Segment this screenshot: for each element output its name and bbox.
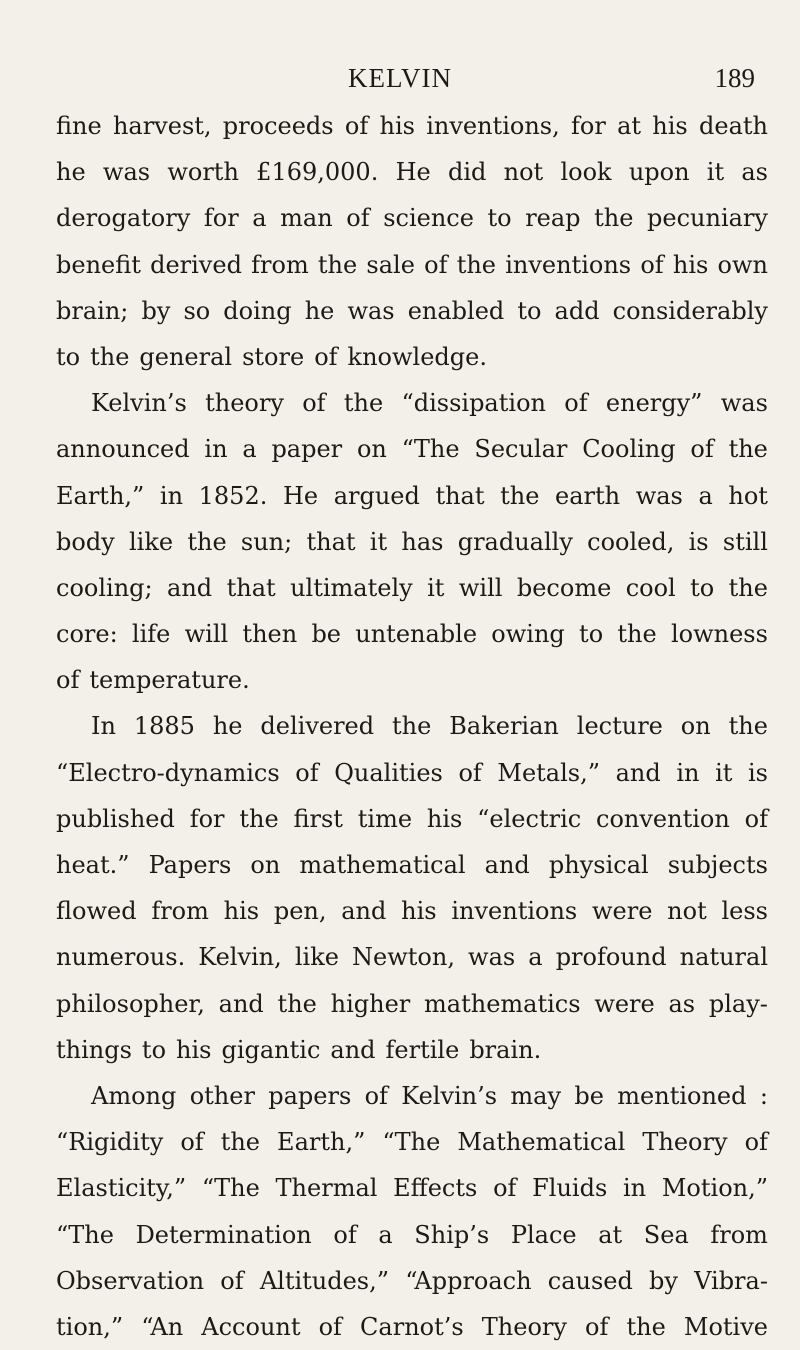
text-line: tion,” “An Account of Carnot’s Theory of the Motive	[56, 1312, 768, 1341]
text-line: In 1885 he delivered the Bakerian lecture on the	[91, 712, 768, 741]
text-line: flowed from his pen, and his inventions were not less	[56, 897, 768, 926]
paragraph	[56, 103, 768, 380]
text-line: of temperature.	[56, 666, 250, 695]
text-line: Among other papers of Kelvin’s may be mentioned :	[91, 1081, 768, 1110]
text-line: fine harvest, proceeds of his inventions, for at his death	[56, 112, 768, 140]
text-line: “The Determination of a Ship’s Place at Sea from	[56, 1220, 768, 1249]
text-line: body like the sun; that it has gradually cooled, is still	[56, 527, 768, 556]
text-line: brain; by so doing he was enabled to add considerably	[56, 296, 768, 325]
text-line: Kelvin’s theory of the “dissipation of energy” was	[91, 389, 768, 418]
text-line: he was worth £169,000. He did not look upon it as	[56, 158, 768, 187]
text-line: Observation of Altitudes,” “Approach caused by Vibra-	[56, 1266, 768, 1295]
paragraph	[56, 1073, 768, 1350]
text-line: to the general store of knowledge.	[56, 342, 487, 371]
text-line: Elasticity,” “The Thermal Effects of Fluids in Motion,”	[56, 1174, 768, 1203]
text-line: heat.” Papers on mathematical and physical subjects	[56, 851, 768, 879]
running-title: KELVIN	[348, 63, 452, 93]
text-line: “Rigidity of the Earth,” “The Mathematical Theory of	[56, 1128, 768, 1157]
running-head	[0, 58, 800, 98]
text-line: cooling; and that ultimately it will become cool to the	[56, 573, 768, 602]
text-line: numerous. Kelvin, like Newton, was a profound natural	[56, 943, 768, 972]
text-line: core: life will then be untenable owing to the lowness	[56, 620, 768, 649]
paragraph	[56, 703, 768, 1073]
text-line: things to his gigantic and fertile brain.	[56, 1035, 542, 1064]
paragraph	[56, 380, 768, 703]
page-number: 189	[714, 63, 755, 93]
body-text	[56, 103, 768, 1350]
text-line: benefit derived from the sale of the inventions of his own	[56, 250, 768, 279]
text-line: “Electro-dynamics of Qualities of Metals,” and in it is	[56, 758, 768, 787]
text-line: Earth,” in 1852. He argued that the earth was a hot	[56, 481, 768, 510]
text-line: derogatory for a man of science to reap the pecuniary	[56, 204, 768, 233]
text-line: philosopher, and the higher mathematics were as play-	[56, 989, 768, 1018]
text-line: published for the first time his “electric convention of	[56, 804, 768, 833]
text-line: announced in a paper on “The Secular Cooling of the	[56, 435, 768, 464]
